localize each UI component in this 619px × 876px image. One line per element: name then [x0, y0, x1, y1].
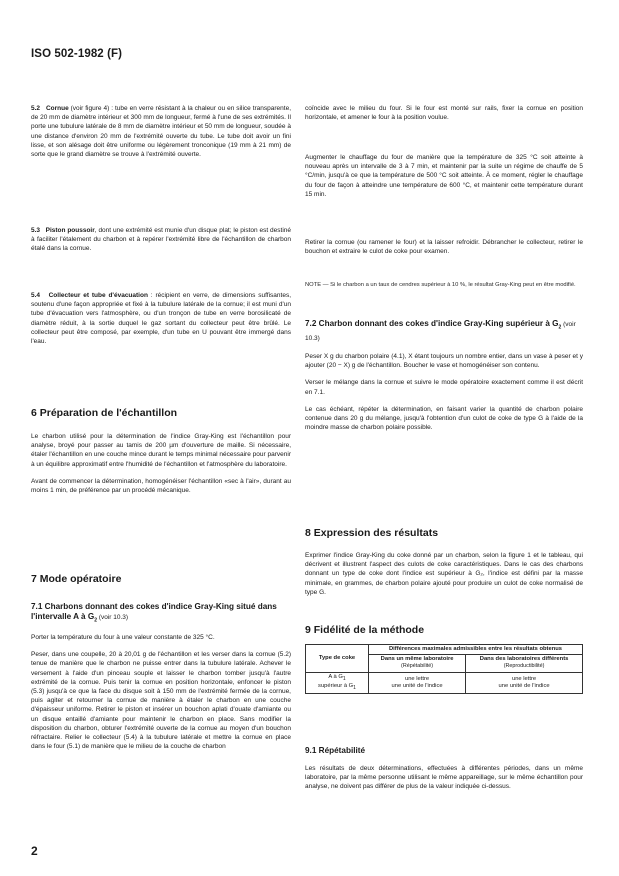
- section-7-1-continued: [305, 104, 583, 122]
- heading-section-9-1: 9.1 Répétabilité: [305, 746, 366, 755]
- fidelity-table: [305, 644, 583, 694]
- paragraph: Avant de commencer la détermination, homogénéiser l'échantillon «sec à l'air», durant au moins 1 min, de préférence par un procédé mécanique.: [31, 477, 291, 495]
- section-6-body: [31, 432, 291, 495]
- table-header-reproducibility: Dans des laboratoires différents (Reproductibilité): [466, 655, 583, 672]
- section-5-2: [31, 104, 291, 159]
- section-text: (voir figure 4) : tube en verre résistant à la chaleur ou en silice transparente, de 20 mm de diamètre intérieur et 300 mm de longueur, fermé à l'une de ses extrémités. Il porte une tubulure latérale de 8 mm de diamètre intérieur et 50 mm de longueur, soudée à une distance d'environ 20 mm de l'extrémité ouverte du tube. Le tube doit avoir un fini lisse, et son alésage doit être uniforme ou légèrement tronconique (19 mm à 21 mm) de sorte que le grand diamètre se trouve à l'extrémité ouverte.: [31, 105, 292, 159]
- heading-section-7: 7 Mode opératoire: [31, 573, 122, 585]
- section-title: Collecteur et tube d'évacuation: [48, 292, 148, 299]
- paragraph: Peser X g du charbon polaire (4.1), X étant toujours un nombre entier, dans un vase à peser et y ajouter (20 − X) g de l'échantillon. Boucher le vase et homogénéiser son contenu.: [305, 353, 583, 370]
- paragraph: Exprimer l'indice Gray-King du coke donné par un charbon, selon la figure 1 et le tableau, qui décrivent et illustrent l'aspect des culots de coke caractéristiques. Dans le cas des charbons donnant un type de coke dont l'indice est supérieur à G₂, l'indice est défini par la masse minimale, en grammes, de charbon polaire ajouté pour produire un culot de coke normalisé de type G.: [305, 552, 583, 596]
- section-7-1-heating: [305, 153, 583, 199]
- paragraph: Retirer la cornue (ou ramener le four) et la laisser refroidir. Débrancher le collecteur, retirer le bouchon et extraire le culot de coke pour examen.: [305, 239, 583, 256]
- heading-section-6: 6 Préparation de l'échantillon: [31, 407, 178, 419]
- heading-section-7-2: 7.2 Charbon donnant des cokes d'indice Gray-King supérieur à $G_2$ (voir 10.3): [305, 319, 576, 342]
- table-cell: une lettre une unité de l'indice: [369, 672, 466, 694]
- note-text: NOTE — Si le charbon a un taux de cendres supérieur à 10 %, le résultat Gray-King peut en être modifié.: [305, 282, 576, 288]
- section-title: Cornue: [45, 105, 69, 112]
- paragraph: Verser le mélange dans la cornue et suivre le mode opératoire exactement comme il est décrit en 7.1.: [305, 379, 583, 396]
- section-7-1-body: [31, 633, 291, 751]
- paragraph: Peser, dans une coupelle, 20 à 20,01 g de l'échantillon et les verser dans la cornue (5.2) tenue de manière que le charbon ne puisse entrer dans la tubulure latérale. Achever le versement à l'aide d'un pinceau souple et laisser le charbon tomber jusqu'à l'autre extrémité de la cornue. Puis tenir la cornue en position horizontale, enfoncer le piston (5.3) jusqu'à ce que la face du disque soit à 150 mm de l'extrémité fermée de la cornue, puis agiter et retourner la cornue de manière à étaler le charbon en une couche d'épaisseur uniforme. Retirer le piston et insérer un bouchon aplati d'ouate d'amiante ou un disque entaillé d'amiante pour maintenir le charbon en place. Sans modifier la disposition du charbon, obturer l'extrémité ouverte de la cornue au moyen d'un bouchon réfractaire. Relier le collecteur (5.4) à la tubulure latérale et mettre la cornue en place dans le four (5.1) de manière que le milieu de la couche de charbon: [31, 651, 291, 751]
- table-header-group: Différences maximales admissibles entre les résultats obtenus: [369, 645, 583, 655]
- table-cell: une lettre une unité de l'indice: [466, 672, 583, 694]
- paragraph: coïncide avec le milieu du four. Si le four est monté sur rails, fixer la cornue en position horizontale, et amener le four à la position voulue.: [305, 105, 583, 122]
- paragraph: Le charbon utilisé pour la détermination de l'indice Gray-King est l'échantillon pour analyse, broyé pour passer au tamis de 200 µm d'ouverture de maille. Si nécessaire, étaler l'échantillon en une couche mince durant le temps minimal nécessaire pour parvenir à un équilibre approximatif entre l'humidité de l'échantillon et l'atmosphère du laboratoire.: [31, 433, 291, 468]
- section-7-1-remove: [305, 238, 583, 256]
- section-number: 5.3: [31, 227, 41, 234]
- table-header-type: Type de coke: [306, 645, 369, 673]
- section-text: , dont une extrémité est munie d'un disque plat; le piston est destiné à faciliter l'étalement du charbon et à repérer l'extrémité libre de l'échantillon de charbon étalé dans la cornue.: [31, 227, 291, 253]
- heading-section-9: 9 Fidélité de la méthode: [305, 624, 425, 636]
- section-number: 5.2: [31, 105, 41, 112]
- paragraph: Porter la température du four à une valeur constante de 325 °C.: [31, 634, 215, 641]
- table-header-repeatability: Dans un même laboratoire (Répétabilité): [369, 655, 466, 672]
- section-number: 5.4: [31, 292, 41, 299]
- section-5-4: [31, 291, 291, 346]
- paragraph: Les résultats de deux déterminations, effectuées à différentes périodes, dans un même laboratoire, par la même personne utilisant le même appareillage, sur le même échantillon pour analyse, ne doivent pas différer de plus de la valeur indiquée ci-dessus.: [305, 765, 583, 791]
- table-cell: A à G1 supérieur à G1: [306, 672, 369, 694]
- page-number: 2: [31, 844, 38, 858]
- section-9-1-body: [305, 764, 583, 792]
- paragraph: Le cas échéant, répéter la détermination, en faisant varier la quantité de charbon polaire contenue dans 20 g du mélange, jusqu'à l'obtention d'un culot de coke de type G à l'aide de la moindre masse de charbon polaire possible.: [305, 405, 583, 432]
- heading-section-7-1: 7.1 Charbons donnant des cokes d'indice Gray-King situé dans l'intervalle A à $G_2$ (voir 10.3): [31, 602, 277, 624]
- section-title: Piston poussoir: [45, 227, 95, 234]
- table-row: [306, 672, 583, 694]
- section-8-body: [305, 551, 583, 597]
- page-header: ISO 502-1982 (F): [31, 48, 123, 60]
- note: [305, 281, 583, 289]
- heading-section-8: 8 Expression des résultats: [305, 527, 439, 539]
- section-7-2-body: [305, 352, 583, 432]
- section-text: : récipient en verre, de dimensions suffisantes, soutenu d'une façon appropriée et fixé à la tubulure latérale de la cornue; il est muni d'un tube d'évacuation vers l'atmosphère, ou d'un tronçon de tube en verre borosilicaté de diamètre réduit, à la sortie duquel le gaz sortant du collecteur peut être brûlé. Le collecteur peut être composé, par exemple, d'un tube en U pouvant être immergé dans l'eau.: [31, 292, 291, 346]
- paragraph: Augmenter le chauffage du four de manière que la température de 325 °C soit atteinte à nouveau après un intervalle de 3 à 7 min, et maintenir par la suite un régime de chauffe de 5 °C/min, jusqu'à ce que la température de 500 °C soit atteinte. À ce moment, régler le chauffage du four de façon à atteindre une température de 600 °C, et maintenir cette température durant 15 min.: [305, 154, 583, 198]
- section-5-3: [31, 226, 291, 254]
